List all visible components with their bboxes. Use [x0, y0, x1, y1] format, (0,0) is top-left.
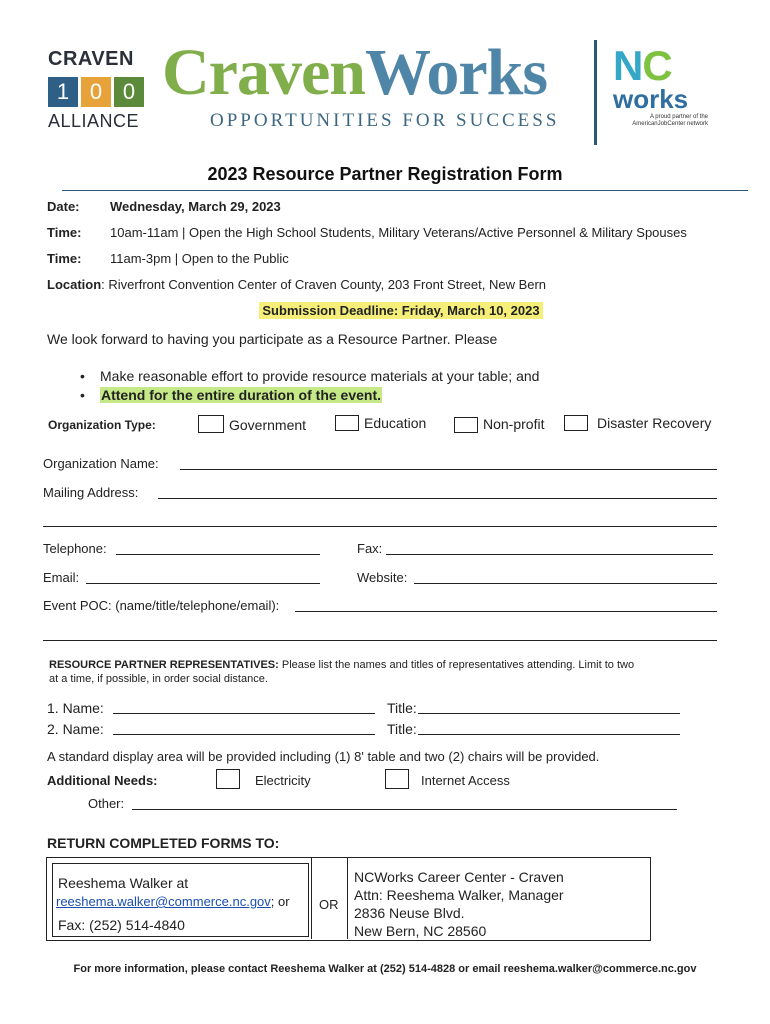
form-title: 2023 Resource Partner Registration Form — [207, 164, 563, 184]
reps-text: Please list the names and titles of representatives attending. Limit to two — [278, 659, 635, 671]
org-name-label: Organization Name: — [43, 456, 159, 471]
location-value: : Riverfront Convention Center of Craven County, 203 Front Street, New Bern — [101, 277, 547, 292]
display-note: A standard display area will be provided including (1) 8' table and two (2) chairs will be provided. — [47, 749, 600, 764]
return-email-line — [56, 894, 290, 909]
time2-value: 11am-3pm | Open to the Public — [110, 251, 289, 266]
return-email-link[interactable]: reeshema.walker@commerce.nc.gov — [56, 894, 271, 909]
address-line: Attn: Reeshema Walker, Manager — [354, 887, 564, 903]
location-line — [47, 277, 546, 292]
other-label: Other: — [88, 796, 125, 811]
telephone-label: Telephone: — [43, 541, 107, 556]
fax-label: Fax: — [357, 541, 383, 556]
address-line: NCWorks Career Center - Craven — [354, 869, 564, 885]
logo-digit: 0 — [114, 77, 144, 107]
reps-instructions — [49, 658, 719, 686]
logo-nc-n: N — [613, 42, 643, 89]
date-value: Wednesday, March 29, 2023 — [110, 199, 281, 214]
logo-digit: 1 — [48, 77, 78, 107]
electricity-checkbox[interactable] — [216, 769, 240, 789]
reps-heading: RESOURCE PARTNER REPRESENTATIVES: — [49, 659, 279, 671]
mailing-label: Mailing Address: — [43, 485, 139, 500]
return-divider — [347, 857, 348, 939]
poc-field-line2[interactable] — [43, 640, 717, 641]
time2-label: Time: — [47, 251, 82, 266]
org-name-field[interactable] — [180, 469, 717, 470]
poc-field[interactable] — [295, 611, 717, 612]
return-address — [354, 868, 564, 940]
additional-needs-label: Additional Needs: — [47, 773, 158, 788]
education-checkbox[interactable] — [335, 415, 359, 431]
address-line: 2836 Neuse Blvd. — [354, 905, 465, 921]
logo-digits — [48, 77, 148, 107]
poc-label: Event POC: (name/title/telephone/email): — [43, 598, 280, 613]
cravenworks-logo — [162, 36, 597, 145]
email-label: Email: — [43, 570, 80, 585]
nonprofit-checkbox[interactable] — [454, 417, 478, 433]
education-label: Education — [364, 415, 427, 431]
date-label: Date: — [47, 199, 80, 214]
fax-field[interactable] — [386, 554, 713, 555]
website-label: Website: — [357, 570, 408, 585]
rep2-name-field[interactable] — [113, 734, 375, 735]
intro-text: We look forward to having you participate as a Resource Partner. Please — [47, 331, 498, 347]
time1-label: Time: — [47, 225, 82, 240]
other-field[interactable] — [132, 809, 677, 810]
rep1-name-label: 1. Name: — [47, 700, 104, 716]
footer-contact: For more information, please contact Reeshema Walker at (252) 514-4828 or email reeshema.walker@commerce.nc.gov — [73, 963, 697, 975]
government-label: Government — [229, 417, 307, 433]
bullet-item — [100, 387, 382, 403]
disaster-recovery-label: Disaster Recovery — [597, 415, 712, 431]
mailing-field-line2[interactable] — [43, 526, 717, 527]
internet-checkbox[interactable] — [385, 769, 409, 789]
deadline-row — [0, 302, 770, 320]
rep1-title-label: Title: — [387, 700, 417, 716]
return-heading: RETURN COMPLETED FORMS TO: — [47, 835, 280, 851]
return-fax: Fax: (252) 514-4840 — [58, 917, 185, 933]
government-checkbox[interactable] — [198, 415, 224, 433]
disaster-recovery-checkbox[interactable] — [564, 415, 588, 431]
location-label: Location — [47, 277, 102, 292]
rep2-name-label: 2. Name: — [47, 721, 104, 737]
logo-craven-text: CRAVEN — [48, 48, 134, 70]
return-contact-name: Reeshema Walker at — [58, 875, 189, 891]
rep2-title-field[interactable] — [418, 734, 680, 735]
logo-nc-c: C — [642, 42, 672, 89]
nonprofit-label: Non-profit — [483, 416, 545, 432]
ncworks-logo — [613, 42, 723, 128]
title-divider — [62, 190, 748, 191]
return-divider — [311, 857, 312, 939]
logo-tagline: OPPORTUNITIES FOR SUCCESS — [210, 110, 560, 131]
internet-label: Internet Access — [421, 773, 510, 788]
rep1-title-field[interactable] — [418, 713, 680, 714]
logo-alliance-text: ALLIANCE — [48, 111, 140, 131]
logo-craven: Craven — [162, 36, 365, 109]
org-type-label: Organization Type: — [48, 418, 156, 432]
mailing-field[interactable] — [158, 498, 717, 499]
logo-digit: 0 — [81, 77, 111, 107]
submission-deadline: Submission Deadline: Friday, March 10, 2023 — [259, 302, 542, 319]
craven-100-alliance-logo — [48, 48, 148, 132]
rep2-title-label: Title: — [387, 721, 417, 737]
rep1-name-field[interactable] — [113, 713, 375, 714]
telephone-field[interactable] — [116, 554, 320, 555]
logo-partner-text: A proud partner of the AmericanJobCenter network — [632, 114, 708, 127]
logo-works-text: works — [613, 84, 689, 114]
electricity-label: Electricity — [255, 773, 311, 788]
bullet-item: • Make reasonable effort to provide resource materials at your table; and — [100, 368, 539, 384]
address-line: New Bern, NC 28560 — [354, 923, 487, 939]
logo-works: Works — [364, 36, 548, 109]
time1-value: 10am-11am | Open the High School Students, Military Veterans/Active Personnel & Military Spouses — [110, 225, 687, 240]
return-or-text: ; or — [270, 894, 290, 909]
reps-text-2: at a time, if possible, in order social distance. — [49, 673, 268, 685]
return-or-middle: OR — [319, 897, 339, 912]
email-field[interactable] — [86, 583, 320, 584]
website-field[interactable] — [414, 583, 717, 584]
bullet-highlight: Attend for the entire duration of the event. — [101, 387, 382, 403]
